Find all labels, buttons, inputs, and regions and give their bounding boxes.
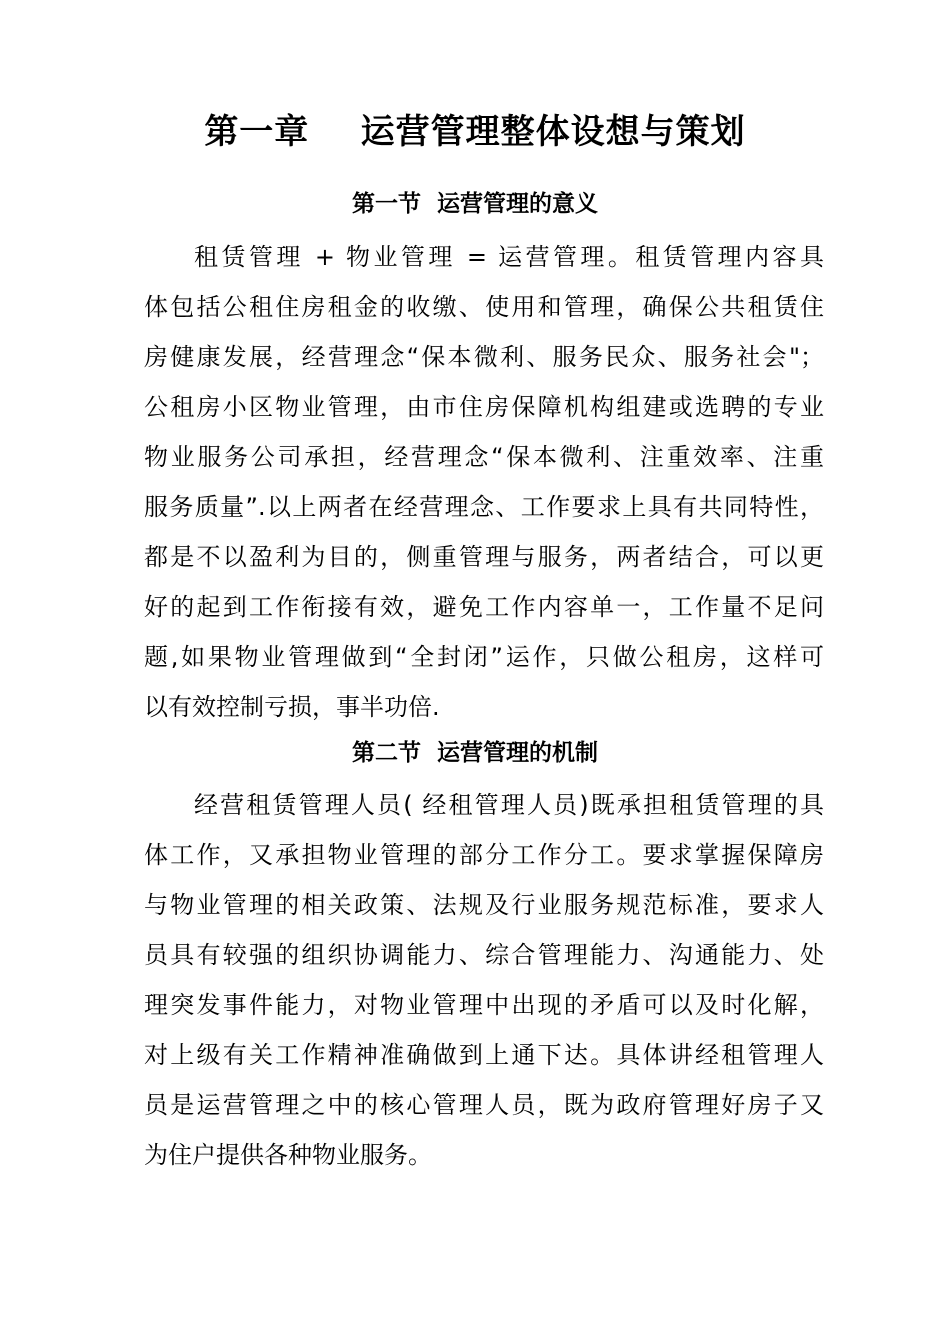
paragraph-line: 经营租赁管理人员( 经租管理人员)既承担租赁管理的具 [194,791,824,819]
paragraph-line: 员是运营管理之中的核心管理人员，既为政府管理好房子又 [144,1091,824,1119]
paragraph-line: 对上级有关工作精神准确做到上通下达。具体讲经租管理人 [144,1041,824,1069]
paragraph-line: 租赁管理 + 物业管理 = 运营管理。租赁管理内容具 [194,243,824,271]
section-2-paragraph [144,780,824,1180]
paragraph-line: 物业服务公司承担，经营理念“保本微利、注重效率、注重 [144,443,824,471]
paragraph-line: 员具有较强的组织协调能力、综合管理能力、沟通能力、处 [144,941,824,969]
paragraph-line: 体工作，又承担物业管理的部分工作分工。要求掌握保障房 [144,841,824,869]
paragraph-line: 房健康发展，经营理念“保本微利、服务民众、服务社会"； [144,343,824,371]
paragraph-line: 体包括公租住房租金的收缴、使用和管理，确保公共租赁住 [144,293,824,321]
section-title-1: 第一节 运营管理的意义 [351,191,598,217]
chapter-title: 第一章 运营管理整体设想与策划 [204,112,746,152]
paragraph-line: 为住户提供各种物业服务。 [144,1141,432,1169]
section-title-2: 第二节 运营管理的机制 [351,740,598,766]
paragraph-line: 公租房小区物业管理，由市住房保障机构组建或选聘的专业 [144,393,824,421]
section-1-paragraph [144,232,824,732]
paragraph-line: 都是不以盈利为目的，侧重管理与服务，两者结合，可以更 [144,543,824,571]
paragraph-line: 服务质量”.以上两者在经营理念、工作要求上具有共同特性， [144,493,824,521]
paragraph-line: 与物业管理的相关政策、法规及行业服务规范标准，要求人 [144,891,824,919]
paragraph-line: 好的起到工作衔接有效，避免工作内容单一，工作量不足问 [144,593,824,621]
paragraph-line: 题,如果物业管理做到“全封闭”运作，只做公租房，这样可 [144,643,824,671]
paragraph-line: 理突发事件能力，对物业管理中出现的矛盾可以及时化解， [144,991,824,1019]
paragraph-line: 以有效控制亏损，事半功倍. [144,693,440,721]
